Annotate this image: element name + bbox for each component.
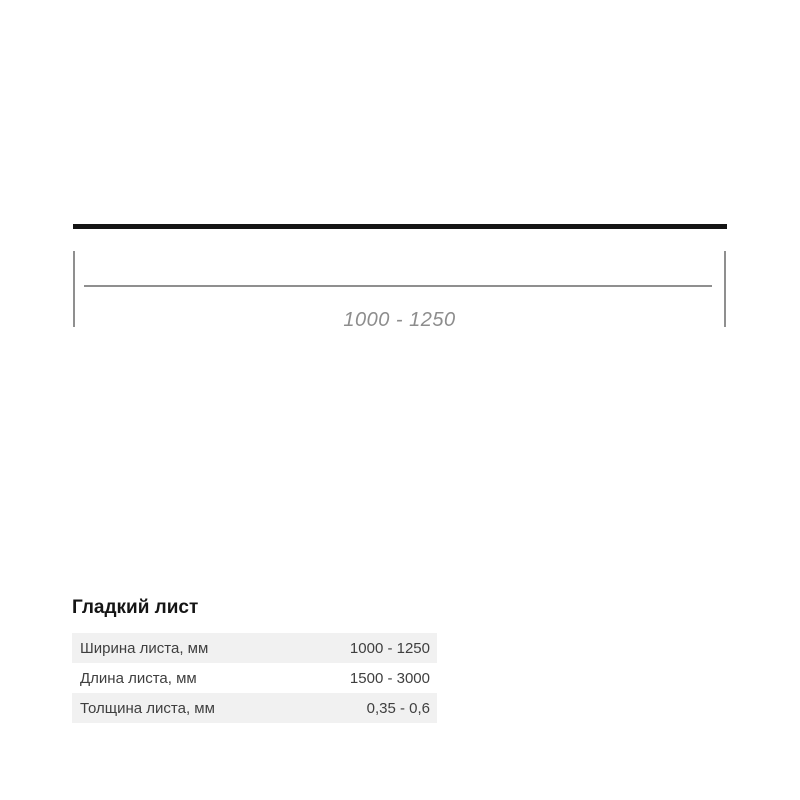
- spec-label: Толщина листа, мм: [80, 699, 215, 717]
- spec-value: 1500 - 3000: [349, 669, 430, 687]
- sheet-profile-line: [73, 224, 727, 229]
- spec-value: 1000 - 1250: [349, 639, 430, 657]
- table-row: [72, 663, 437, 693]
- spec-label: Длина листа, мм: [80, 669, 197, 687]
- table-row: [72, 633, 437, 663]
- spec-label: Ширина листа, мм: [80, 639, 209, 657]
- section-title: Гладкий лист: [72, 597, 199, 618]
- spec-table: [72, 633, 437, 723]
- spec-value: 0,35 - 0,6: [366, 699, 430, 717]
- table-row: [72, 693, 437, 723]
- dimension-label: 1000 - 1250: [343, 309, 456, 331]
- dimension-line: [84, 285, 712, 287]
